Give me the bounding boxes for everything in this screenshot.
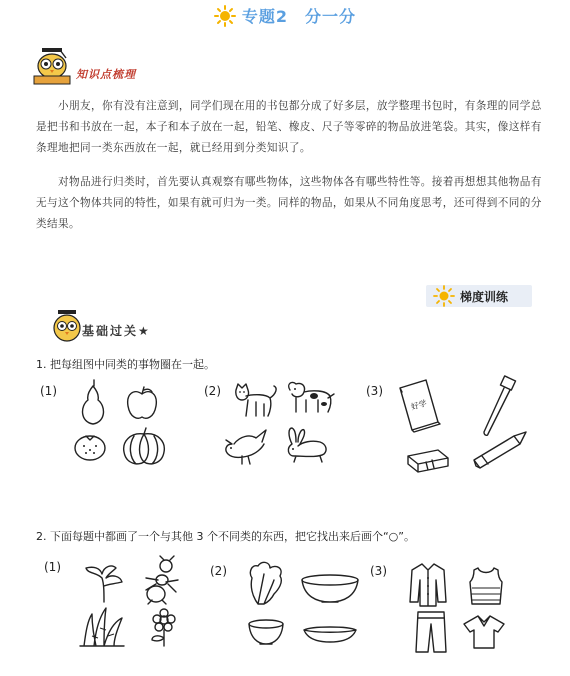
dog-icon bbox=[284, 380, 336, 416]
q1-label-2: (2) bbox=[204, 384, 221, 398]
svg-text:好学: 好学 bbox=[409, 398, 428, 412]
pencil-icon bbox=[470, 430, 530, 470]
q1-label-3: (3) bbox=[366, 384, 383, 398]
pumpkin-icon bbox=[120, 428, 168, 468]
knowledge-paragraph-1: 小朋友，你有没有注意到，同学们现在用的书包都分成了好多层，放学整理书包时，有条理的同学总是把书和书放在一起，本子和本子放在一起，铅笔、橡皮、尺子等零碎的物品放进笔袋。其实，像这样有条理地把同一类东西放在一起，就已经用到分类知识了。 bbox=[36, 100, 542, 154]
shirt-icon bbox=[408, 562, 448, 608]
orange-icon bbox=[72, 432, 108, 462]
q1-label-1: (1) bbox=[40, 384, 57, 398]
q2-label-1: (1) bbox=[44, 560, 61, 574]
q2-label-2: (2) bbox=[210, 564, 227, 578]
book-icon bbox=[396, 378, 442, 434]
pants-icon bbox=[414, 610, 448, 654]
sun-icon bbox=[214, 5, 236, 27]
rabbit-icon bbox=[282, 426, 332, 466]
basic-label: 基础过关★ bbox=[82, 324, 151, 338]
q2-label-3: (3) bbox=[370, 564, 387, 578]
bird-icon bbox=[222, 428, 276, 466]
toothbrush-icon bbox=[476, 376, 524, 438]
vest-icon bbox=[468, 566, 504, 606]
bowl-icon bbox=[298, 572, 362, 606]
page-title bbox=[0, 4, 570, 27]
grass-icon bbox=[78, 606, 128, 648]
knowledge-paragraph-2: 对物品进行归类时，首先要认真观察有哪些物体，这些物体各有哪些特性等。接着再想想其他物品有无与这个物体共同的特性，如果有就可归为一类。同样的物品，如果从不同角度思考，还可得到不同的分类结果。 bbox=[36, 176, 542, 230]
question-1-text: 1. 把每组图中同类的事物圈在一起。 bbox=[36, 358, 215, 371]
cabbage-icon bbox=[244, 560, 290, 606]
tshirt-icon bbox=[464, 614, 506, 650]
title-text: 专题2 分一分 bbox=[241, 7, 357, 26]
ant-icon bbox=[140, 558, 186, 606]
leaf-icon bbox=[82, 562, 126, 604]
cat-icon bbox=[232, 382, 280, 420]
plate-icon bbox=[300, 624, 360, 646]
owl-mascot-icon bbox=[50, 308, 84, 346]
eraser-icon bbox=[404, 446, 452, 474]
pear-icon bbox=[76, 378, 110, 426]
question-2-text: 2. 下面每题中都画了一个与其他 3 个不同类的东西，把它找出来后画个“○”。 bbox=[36, 530, 415, 543]
bowl-icon bbox=[246, 618, 286, 648]
section-badge bbox=[426, 285, 532, 307]
owl-mascot-icon bbox=[30, 46, 76, 86]
apple-icon bbox=[124, 386, 160, 422]
knowledge-label: 知识点梳理 bbox=[76, 68, 136, 81]
section-label: 梯度训练 bbox=[460, 290, 509, 304]
sun-icon bbox=[432, 285, 456, 307]
flower-icon bbox=[146, 608, 182, 648]
